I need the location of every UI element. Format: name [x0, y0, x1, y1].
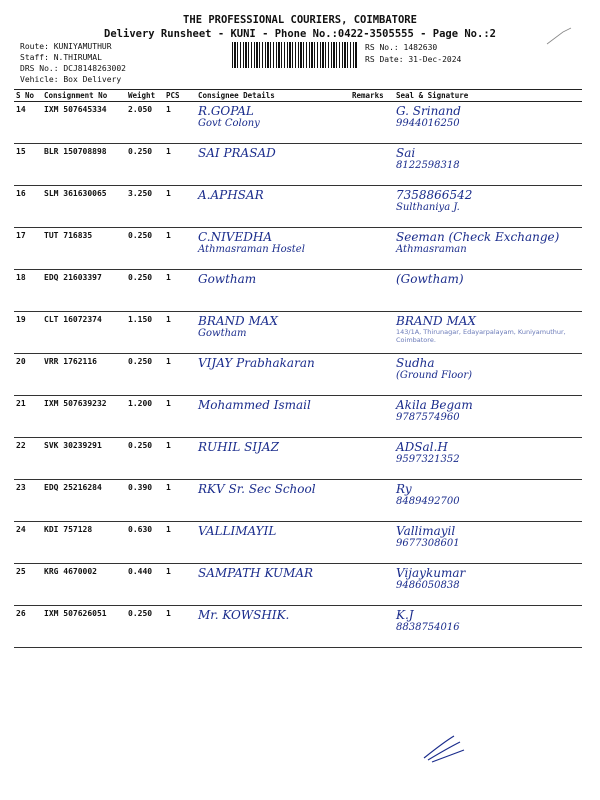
seal-handwriting-line2: 8122598318 [396, 160, 460, 171]
cell-sno: 22 [14, 438, 42, 480]
table-row [14, 396, 582, 438]
consignee-handwriting-line2: Athmasraman Hostel [198, 244, 305, 255]
consignee-handwriting: Gowtham [198, 272, 257, 286]
cell-seal-signature [394, 186, 582, 228]
seal-handwriting: K.J [396, 608, 414, 622]
cell-weight: 0.250 [126, 270, 164, 312]
cell-consignment-no: CLT 16072374 [42, 312, 126, 354]
cell-weight: 0.250 [126, 228, 164, 270]
cell-remarks [350, 270, 394, 312]
seal-handwriting-line2: Athmasraman [396, 244, 467, 255]
seal-handwriting-line2: 9486050838 [396, 580, 460, 591]
cell-pcs: 1 [164, 396, 196, 438]
seal-handwriting: Akila Begam [396, 398, 473, 412]
cell-weight: 0.630 [126, 522, 164, 564]
cell-sno: 26 [14, 606, 42, 648]
col-remarks: Remarks [350, 90, 394, 102]
consignee-handwriting-line2: Govt Colony [198, 118, 260, 129]
cell-weight: 0.250 [126, 354, 164, 396]
cell-sno: 23 [14, 480, 42, 522]
cell-weight: 1.200 [126, 396, 164, 438]
cell-consignee-details [196, 438, 350, 480]
cell-sno: 25 [14, 564, 42, 606]
seal-handwriting: Seeman (Check Exchange) [396, 230, 560, 244]
cell-weight: 0.440 [126, 564, 164, 606]
cell-sno: 17 [14, 228, 42, 270]
cell-sno: 16 [14, 186, 42, 228]
consignee-handwriting: SAMPATH KUMAR [198, 566, 314, 580]
seal-handwriting-line2: 9944016250 [396, 118, 460, 129]
cell-consignment-no: KRG 4670002 [42, 564, 126, 606]
rs-date: RS Date: 31-Dec-2024 [365, 55, 462, 64]
col-weight: Weight [126, 90, 164, 102]
seal-handwriting-line2: (Ground Floor) [396, 370, 473, 381]
cell-consignee-details [196, 354, 350, 396]
cell-remarks [350, 522, 394, 564]
cell-weight: 0.390 [126, 480, 164, 522]
seal-handwriting: Vallimayil [396, 524, 456, 538]
cell-consignment-no: IXM 507626051 [42, 606, 126, 648]
cell-consignment-no: IXM 507645334 [42, 102, 126, 144]
table-row [14, 102, 582, 144]
consignee-handwriting: R.GOPAL [198, 104, 254, 118]
cell-seal-signature [394, 396, 582, 438]
rs-number: RS No.: 1482630 [365, 43, 438, 52]
cell-pcs: 1 [164, 102, 196, 144]
cell-pcs: 1 [164, 480, 196, 522]
cell-consignment-no: SVK 30239291 [42, 438, 126, 480]
consignee-handwriting: VALLIMAYIL [198, 524, 277, 538]
seal-handwriting-line2: 9597321352 [396, 454, 460, 465]
cell-consignment-no: SLM 361630065 [42, 186, 126, 228]
seal-handwriting: Sudha [396, 356, 435, 370]
seal-handwriting-line2: 8489492700 [396, 496, 460, 507]
cell-consignee-details [196, 270, 350, 312]
table-row [14, 186, 582, 228]
seal-handwriting: BRAND MAX [396, 314, 476, 328]
consignee-handwriting: BRAND MAX [198, 314, 278, 328]
seal-handwriting-line2: 8838754016 [396, 622, 460, 633]
seal-handwriting-line2: 9677308601 [396, 538, 460, 549]
cell-weight: 0.250 [126, 606, 164, 648]
cell-remarks [350, 354, 394, 396]
cell-consignment-no: TUT 716835 [42, 228, 126, 270]
table-row [14, 606, 582, 648]
consignee-handwriting: RKV Sr. Sec School [198, 482, 316, 496]
cell-consignee-details [196, 480, 350, 522]
table-row [14, 228, 582, 270]
cell-pcs: 1 [164, 354, 196, 396]
cell-weight: 3.250 [126, 186, 164, 228]
cell-consignee-details [196, 606, 350, 648]
cell-seal-signature [394, 228, 582, 270]
cell-consignee-details [196, 312, 350, 354]
cell-consignment-no: KDI 757128 [42, 522, 126, 564]
cell-seal-signature [394, 438, 582, 480]
table-row [14, 144, 582, 186]
cell-consignment-no: IXM 507639232 [42, 396, 126, 438]
cell-sno: 15 [14, 144, 42, 186]
cell-remarks [350, 564, 394, 606]
consignee-handwriting: VIJAY Prabhakaran [198, 356, 315, 370]
table-row [14, 522, 582, 564]
cell-weight: 0.250 [126, 144, 164, 186]
cell-remarks [350, 144, 394, 186]
cell-consignment-no: EDQ 21603397 [42, 270, 126, 312]
cell-sno: 24 [14, 522, 42, 564]
cell-pcs: 1 [164, 522, 196, 564]
cell-seal-signature [394, 144, 582, 186]
cell-weight: 1.150 [126, 312, 164, 354]
cell-pcs: 1 [164, 144, 196, 186]
cell-consignee-details [196, 396, 350, 438]
cell-seal-signature [394, 522, 582, 564]
route: Route: KUNIYAMUTHUR [20, 42, 112, 51]
cell-consignment-no: VRR 1762116 [42, 354, 126, 396]
table-row [14, 480, 582, 522]
document-title: THE PROFESSIONAL COURIERS, COIMBATORE [183, 14, 417, 26]
cell-pcs: 1 [164, 186, 196, 228]
cell-sno: 19 [14, 312, 42, 354]
cell-consignment-no: EDQ 25216284 [42, 480, 126, 522]
seal-handwriting: G. Srinand [396, 104, 461, 118]
consignee-handwriting-line2: Gowtham [198, 328, 247, 339]
table-row [14, 312, 582, 354]
runsheet-table [14, 89, 582, 648]
cell-sno: 14 [14, 102, 42, 144]
cell-weight: 0.250 [126, 438, 164, 480]
col-consignment: Consignment No [42, 90, 126, 102]
seal-handwriting: (Gowtham) [396, 272, 464, 286]
table-row [14, 564, 582, 606]
cell-sno: 20 [14, 354, 42, 396]
cell-seal-signature [394, 606, 582, 648]
cell-seal-signature [394, 270, 582, 312]
cell-sno: 21 [14, 396, 42, 438]
corner-pen-mark [545, 26, 575, 46]
consignee-handwriting: SAI PRASAD [198, 146, 276, 160]
consignee-handwriting: A.APHSAR [198, 188, 264, 202]
consignee-handwriting: RUHIL SIJAZ [198, 440, 279, 454]
cell-remarks [350, 606, 394, 648]
cell-remarks [350, 396, 394, 438]
table-row [14, 354, 582, 396]
runsheet-meta-right [365, 42, 461, 66]
col-sno: S No [14, 90, 42, 102]
col-pcs: PCS [164, 90, 196, 102]
table-row [14, 270, 582, 312]
seal-handwriting-line2: 9787574960 [396, 412, 460, 423]
seal-handwriting: Vijaykumar [396, 566, 466, 580]
cell-consignee-details [196, 522, 350, 564]
cell-remarks [350, 438, 394, 480]
cell-pcs: 1 [164, 606, 196, 648]
runner-signature [420, 730, 470, 764]
cell-seal-signature [394, 564, 582, 606]
cell-seal-signature [394, 354, 582, 396]
cell-consignee-details [196, 144, 350, 186]
cell-consignee-details [196, 186, 350, 228]
consignee-handwriting: Mohammed Ismail [198, 398, 311, 412]
barcode [232, 42, 357, 68]
cell-remarks [350, 186, 394, 228]
consignee-handwriting: C.NIVEDHA [198, 230, 272, 244]
cell-weight: 2.050 [126, 102, 164, 144]
cell-consignee-details [196, 564, 350, 606]
cell-pcs: 1 [164, 438, 196, 480]
table-header-row [14, 90, 582, 102]
cell-sno: 18 [14, 270, 42, 312]
cell-consignee-details [196, 228, 350, 270]
cell-remarks [350, 480, 394, 522]
cell-consignment-no: BLR 150708898 [42, 144, 126, 186]
cell-consignee-details [196, 102, 350, 144]
cell-remarks [350, 312, 394, 354]
cell-pcs: 1 [164, 228, 196, 270]
document-subtitle: Delivery Runsheet - KUNI - Phone No.:0422-3505555 - Page No.:2 [104, 28, 496, 40]
cell-pcs: 1 [164, 270, 196, 312]
seal-handwriting: Sai [396, 146, 416, 160]
cell-remarks [350, 102, 394, 144]
seal-handwriting: Ry [396, 482, 412, 496]
cell-seal-signature [394, 312, 582, 354]
drs-number: DRS No.: DCJ8148263002 [20, 64, 126, 73]
seal-handwriting-line2: 143/1A, Thirunagar, Edayarpalayam, Kuniyamuthur, Coimbatore. [396, 328, 566, 344]
cell-remarks [350, 228, 394, 270]
runsheet-meta-left [20, 41, 126, 85]
seal-handwriting-line2: Sulthaniya J. [396, 202, 460, 213]
cell-seal-signature [394, 480, 582, 522]
table-row [14, 438, 582, 480]
seal-handwriting: 7358866542 [396, 188, 473, 202]
cell-pcs: 1 [164, 564, 196, 606]
col-consignee: Consignee Details [196, 90, 350, 102]
cell-seal-signature [394, 102, 582, 144]
vehicle: Vehicle: Box Delivery [20, 75, 122, 84]
col-seal-signature: Seal & Signature [394, 90, 582, 102]
staff: Staff: N.THIRUMAL [20, 53, 102, 62]
consignee-handwriting: Mr. KOWSHIK. [198, 608, 290, 622]
cell-pcs: 1 [164, 312, 196, 354]
seal-handwriting: ADSal.H [396, 440, 448, 454]
